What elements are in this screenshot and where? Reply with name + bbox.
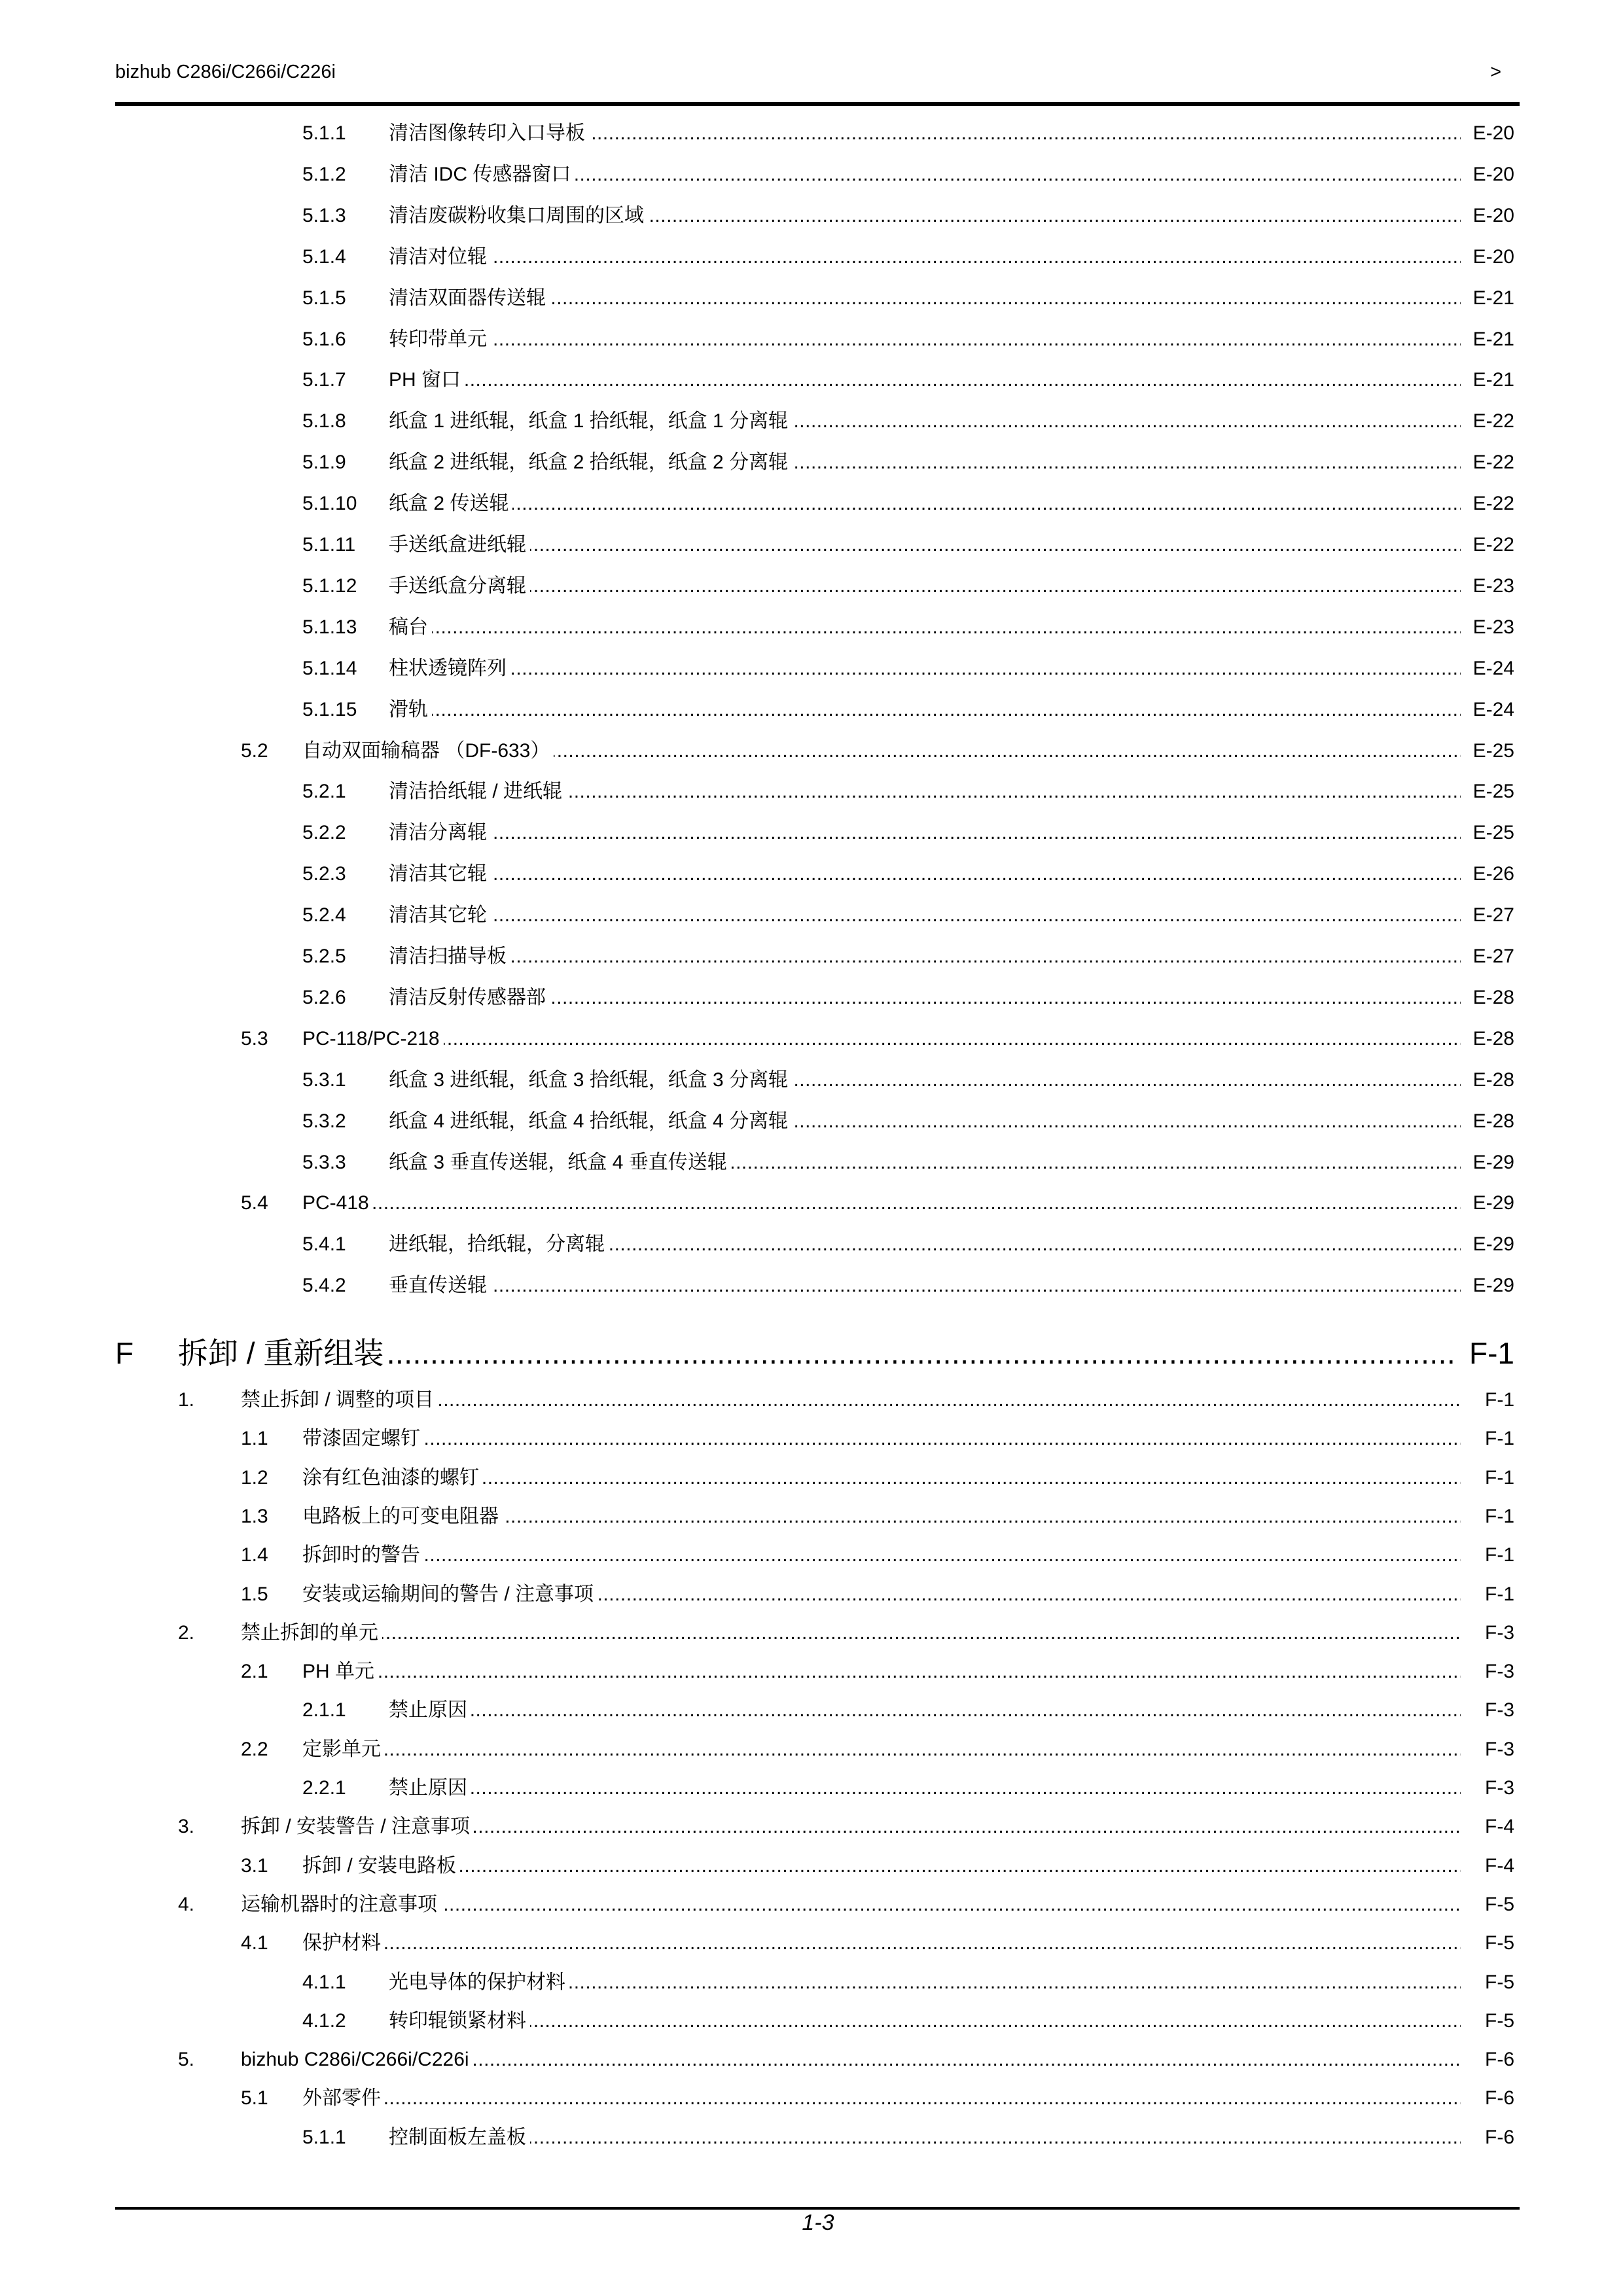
- toc-row[interactable]: [0, 1502, 1623, 1532]
- toc-title-text: 电路板上的可变电阻器: [302, 1506, 503, 1527]
- toc-row[interactable]: [0, 448, 1623, 478]
- toc-title[interactable]: [389, 612, 1461, 643]
- toc-title-text: PC-118/PC-218: [302, 1028, 444, 1050]
- toc-number: 1.3: [241, 1506, 268, 1527]
- toc-number: 4.1: [241, 1932, 268, 1954]
- toc-title[interactable]: [302, 1540, 1461, 1570]
- toc-row[interactable]: [0, 118, 1623, 149]
- toc-row[interactable]: [0, 1928, 1623, 1958]
- toc-page-ref: F-3: [1461, 1773, 1514, 1803]
- toc-page-ref: F-3: [1461, 1657, 1514, 1687]
- toc-row[interactable]: [0, 1890, 1623, 1920]
- toc-title[interactable]: [389, 2123, 1461, 2153]
- toc-title-text: 外部零件: [302, 2087, 385, 2109]
- toc-row[interactable]: [0, 242, 1623, 272]
- toc-title-text: 手送纸盒分离辊: [389, 575, 530, 597]
- toc-number: 1.4: [241, 1544, 268, 1566]
- toc-title[interactable]: [302, 1580, 1461, 1610]
- toc-number: 5.4: [241, 1192, 268, 1214]
- toc-row[interactable]: [0, 1024, 1623, 1054]
- toc-number: 5.2.2: [302, 822, 346, 843]
- toc-number: 5.1.11: [302, 534, 356, 556]
- toc-page-ref: F-6: [1461, 2123, 1514, 2153]
- toc-title-text: 手送纸盒进纸辊: [389, 534, 530, 556]
- toc-page-ref: F-5: [1461, 1928, 1514, 1958]
- toc-row[interactable]: [0, 1618, 1623, 1648]
- toc-page-ref: F-3: [1461, 1695, 1514, 1725]
- toc-page-ref: F-3: [1461, 1735, 1514, 1765]
- toc-title[interactable]: [302, 1424, 1461, 1454]
- toc-number: 5.2: [241, 740, 268, 762]
- toc-page-ref: F-6: [1461, 2045, 1514, 2075]
- toc-title-text: 进纸辊，拾纸辊，分离辊: [389, 1233, 609, 1255]
- toc-page-ref: F-1: [1461, 1502, 1514, 1532]
- toc-row[interactable]: [0, 571, 1623, 601]
- toc-number: 4.: [178, 1894, 195, 1915]
- toc-row[interactable]: [0, 695, 1623, 725]
- toc-title-text: 保护材料: [302, 1932, 385, 1954]
- toc-row[interactable]: [0, 1773, 1623, 1803]
- toc-title-text: 定影单元: [302, 1739, 385, 1760]
- toc-page-ref: F-3: [1461, 1618, 1514, 1648]
- toc-number: 1.: [178, 1389, 195, 1411]
- toc-title-text: 拆卸 / 重新组装: [178, 1336, 387, 1370]
- toc-number: 3.1: [241, 1855, 268, 1877]
- toc-page-ref: E-22: [1461, 530, 1514, 560]
- toc-title-text: 纸盒 1 进纸辊，纸盒 1 拾纸辊，纸盒 1 分离辊: [389, 410, 792, 432]
- toc-title-text: 清洁废碳粉收集口周围的区域: [389, 205, 648, 226]
- toc-number: 5.2.6: [302, 987, 346, 1008]
- toc-page-ref: E-24: [1461, 654, 1514, 684]
- toc-title[interactable]: [389, 818, 1461, 848]
- toc-row[interactable]: [0, 2045, 1623, 2075]
- toc-page-ref: E-28: [1461, 983, 1514, 1013]
- toc-row[interactable]: [0, 1657, 1623, 1687]
- toc-title-text: PH 单元: [302, 1661, 378, 1682]
- toc-title[interactable]: [241, 1812, 1461, 1842]
- toc-number: 1.1: [241, 1428, 268, 1449]
- toc-title-text: 安装或运输期间的警告 / 注意事项: [302, 1583, 597, 1605]
- toc-row[interactable]: [0, 406, 1623, 436]
- toc-row[interactable]: [0, 2006, 1623, 2036]
- toc-title[interactable]: [302, 736, 1461, 766]
- toc-title[interactable]: [389, 571, 1461, 601]
- toc-row[interactable]: [0, 2123, 1623, 2153]
- toc-page-ref: E-27: [1461, 900, 1514, 930]
- toc-page-ref: F-1: [1461, 1385, 1514, 1415]
- toc-title-text: PH 窗口: [389, 369, 465, 391]
- toc-page-ref: E-23: [1461, 612, 1514, 643]
- toc-chapter-row[interactable]: [0, 1332, 1623, 1374]
- toc-row[interactable]: [0, 654, 1623, 684]
- toc-number: 2.2: [241, 1739, 268, 1760]
- toc-title[interactable]: [241, 1890, 1461, 1920]
- toc-title-text: 禁止原因: [389, 1699, 471, 1721]
- toc-number: 2.2.1: [302, 1777, 346, 1799]
- toc-title-text: 自动双面输稿器 （DF-633）: [302, 740, 554, 762]
- toc-page-ref: E-28: [1461, 1065, 1514, 1095]
- toc-title[interactable]: [302, 1024, 1461, 1054]
- toc-title-text: 涂有红色油漆的螺钉: [302, 1467, 483, 1489]
- toc-number: 5.1.4: [302, 246, 346, 268]
- toc-title-text: 清洁对位辊: [389, 246, 491, 268]
- toc-number: 5.1.7: [302, 369, 346, 391]
- toc-title[interactable]: [389, 325, 1461, 355]
- toc-title[interactable]: [389, 530, 1461, 560]
- toc-number: F: [115, 1336, 134, 1370]
- toc-title-text: 清洁分离辊: [389, 822, 491, 843]
- toc-title[interactable]: [389, 983, 1461, 1013]
- toc-number: 5.1.12: [302, 575, 357, 597]
- toc-row[interactable]: [0, 983, 1623, 1013]
- toc-title-text: 禁止原因: [389, 1777, 471, 1799]
- toc-title[interactable]: [389, 654, 1461, 684]
- toc-title-text: 带漆固定螺钉: [302, 1428, 424, 1449]
- toc-row[interactable]: [0, 1385, 1623, 1415]
- toc-row[interactable]: [0, 1735, 1623, 1765]
- toc-number: 5.1.1: [302, 122, 346, 144]
- toc-title[interactable]: [389, 1968, 1461, 1998]
- toc-title[interactable]: [389, 859, 1461, 889]
- toc-title-text: 运输机器时的注意事项: [241, 1894, 441, 1915]
- toc-number: 2.1.1: [302, 1699, 346, 1721]
- toc-row[interactable]: [0, 1851, 1623, 1881]
- toc-row[interactable]: [0, 1580, 1623, 1610]
- toc-title[interactable]: [302, 1188, 1461, 1218]
- toc-title[interactable]: [302, 1463, 1461, 1493]
- toc-title[interactable]: [241, 1385, 1461, 1415]
- toc-title-text: 清洁扫描导板: [389, 945, 510, 967]
- toc-number: 5.: [178, 2049, 195, 2070]
- toc-number: 5.3.2: [302, 1110, 346, 1132]
- toc-title[interactable]: [389, 1229, 1461, 1260]
- toc-title-text: 滑轨: [389, 699, 432, 720]
- page-number: 1-3: [802, 2210, 834, 2235]
- toc-title-text: 拆卸 / 安装电路板: [302, 1855, 460, 1877]
- toc-title[interactable]: [389, 1773, 1461, 1803]
- toc-number: 4.1.1: [302, 1971, 346, 1993]
- toc-title-text: 纸盒 3 进纸辊，纸盒 3 拾纸辊，纸盒 3 分离辊: [389, 1069, 792, 1091]
- toc-number: 5.1.15: [302, 699, 357, 720]
- toc-title[interactable]: [241, 2045, 1461, 2075]
- toc-title-text: 禁止拆卸的单元: [241, 1622, 382, 1644]
- toc-title-text: 光电导体的保护材料: [389, 1971, 569, 1993]
- toc-row[interactable]: [0, 1229, 1623, 1260]
- toc-number: 5.1.5: [302, 287, 346, 309]
- toc-number: 5.3.3: [302, 1152, 346, 1173]
- toc-number: 3.: [178, 1816, 195, 1837]
- toc-title[interactable]: [389, 242, 1461, 272]
- toc-row[interactable]: [0, 1540, 1623, 1570]
- toc-title[interactable]: [389, 283, 1461, 313]
- toc-title-text: 转印辊锁紧材料: [389, 2010, 530, 2032]
- toc-title-text: 稿台: [389, 616, 432, 638]
- toc-title-text: 清洁图像转印入口导板: [389, 122, 589, 144]
- toc-number: 5.3.1: [302, 1069, 346, 1091]
- toc-number: 5.2.3: [302, 863, 346, 885]
- toc-page-ref: E-27: [1461, 942, 1514, 972]
- toc-title[interactable]: [302, 1502, 1461, 1532]
- toc-page-ref: E-28: [1461, 1106, 1514, 1137]
- toc-title[interactable]: [389, 448, 1461, 478]
- toc-title[interactable]: [389, 1065, 1461, 1095]
- toc-row[interactable]: [0, 1106, 1623, 1137]
- toc-page-ref: F-4: [1461, 1812, 1514, 1842]
- toc-number: 2.: [178, 1622, 195, 1644]
- toc-page-ref: F-1: [1461, 1540, 1514, 1570]
- toc-title[interactable]: [302, 1928, 1461, 1958]
- toc-number: 5.3: [241, 1028, 268, 1050]
- toc-row[interactable]: [0, 1188, 1623, 1218]
- toc-title[interactable]: [389, 1695, 1461, 1725]
- toc-title-text: 控制面板左盖板: [389, 2127, 530, 2148]
- toc-title[interactable]: [302, 2083, 1461, 2113]
- toc-row[interactable]: [0, 283, 1623, 313]
- toc-title-text: 清洁双面器传送辊: [389, 287, 550, 309]
- toc-title-text: 清洁反射传感器部: [389, 987, 550, 1008]
- toc-title-text: 拆卸时的警告: [302, 1544, 424, 1566]
- toc-number: 5.1.14: [302, 658, 357, 679]
- toc-title[interactable]: [389, 365, 1461, 395]
- toc-page-ref: F-5: [1461, 1890, 1514, 1920]
- toc-page-ref: E-24: [1461, 695, 1514, 725]
- toc-page-ref: E-29: [1461, 1188, 1514, 1218]
- toc-title-text: 禁止拆卸 / 调整的项目: [241, 1389, 438, 1411]
- toc-page-ref: E-21: [1461, 365, 1514, 395]
- toc-title-text: 垂直传送辊: [389, 1275, 491, 1296]
- toc-row[interactable]: [0, 900, 1623, 930]
- toc-title[interactable]: [302, 1657, 1461, 1687]
- toc-row[interactable]: [0, 942, 1623, 972]
- next-page-link[interactable]: >: [1490, 62, 1501, 82]
- toc-page-ref: E-20: [1461, 242, 1514, 272]
- toc-title-text: 清洁拾纸辊 / 进纸辊: [389, 781, 566, 802]
- toc-page-ref: E-28: [1461, 1024, 1514, 1054]
- toc-title[interactable]: [241, 1618, 1461, 1648]
- toc-page-ref: E-25: [1461, 736, 1514, 766]
- toc-row[interactable]: [0, 325, 1623, 355]
- toc-title-text: 清洁其它辊: [389, 863, 491, 885]
- toc-number: 5.1.10: [302, 493, 357, 514]
- toc-title[interactable]: [389, 406, 1461, 436]
- toc-number: 5.1.6: [302, 328, 346, 350]
- toc-title[interactable]: [389, 489, 1461, 519]
- toc-title[interactable]: [389, 900, 1461, 930]
- toc-title-text: 纸盒 2 进纸辊，纸盒 2 拾纸辊，纸盒 2 分离辊: [389, 451, 792, 473]
- toc-row[interactable]: [0, 1424, 1623, 1454]
- toc-page-ref: E-21: [1461, 283, 1514, 313]
- toc-page-ref: F-4: [1461, 1851, 1514, 1881]
- toc-title-text: 转印带单元: [389, 328, 491, 350]
- toc-page-ref: E-20: [1461, 118, 1514, 149]
- toc-title[interactable]: [389, 160, 1461, 190]
- toc-page-ref: E-29: [1461, 1148, 1514, 1178]
- toc-title[interactable]: [302, 1735, 1461, 1765]
- toc-number: 4.1.2: [302, 2010, 346, 2032]
- toc-number: 5.1.3: [302, 205, 346, 226]
- toc-row[interactable]: [0, 818, 1623, 848]
- toc-row[interactable]: [0, 1271, 1623, 1301]
- toc-title[interactable]: [389, 1271, 1461, 1301]
- footer-rule: [115, 2207, 1520, 2210]
- toc-title-text: 纸盒 2 传送辊: [389, 493, 512, 514]
- toc-number: 5.1.1: [302, 2127, 346, 2148]
- toc-page-ref: E-22: [1461, 448, 1514, 478]
- toc-number: 5.1: [241, 2087, 268, 2109]
- toc-row[interactable]: [0, 160, 1623, 190]
- toc-page-ref: F-1: [1454, 1332, 1514, 1374]
- toc-title[interactable]: [389, 777, 1461, 807]
- toc-page-ref: F-6: [1461, 2083, 1514, 2113]
- toc-page-ref: E-21: [1461, 325, 1514, 355]
- toc-page-ref: F-5: [1461, 2006, 1514, 2036]
- toc-title-text: 拆卸 / 安装警告 / 注意事项: [241, 1816, 474, 1837]
- toc-title-text: 纸盒 4 进纸辊，纸盒 4 拾纸辊，纸盒 4 分离辊: [389, 1110, 792, 1132]
- toc-title[interactable]: [389, 201, 1461, 231]
- toc-page-ref: E-29: [1461, 1271, 1514, 1301]
- toc-row[interactable]: [0, 1695, 1623, 1725]
- toc-row[interactable]: [0, 530, 1623, 560]
- toc-row[interactable]: [0, 365, 1623, 395]
- toc-number: 1.5: [241, 1583, 268, 1605]
- toc-title[interactable]: [389, 1106, 1461, 1137]
- toc-row[interactable]: [0, 612, 1623, 643]
- toc-number: 5.1.2: [302, 164, 346, 185]
- toc-number: 5.1.8: [302, 410, 346, 432]
- toc-title-text: 清洁 IDC 传感器窗口: [389, 164, 575, 185]
- toc-title[interactable]: [302, 1851, 1461, 1881]
- toc-row[interactable]: [0, 1065, 1623, 1095]
- toc-number: 5.1.9: [302, 451, 346, 473]
- toc-page-ref: E-23: [1461, 571, 1514, 601]
- toc-number: 2.1: [241, 1661, 268, 1682]
- toc-title-text: 清洁其它轮: [389, 904, 491, 926]
- toc-title-text: bizhub C286i/C266i/C226i: [241, 2049, 473, 2070]
- toc-row[interactable]: [0, 201, 1623, 231]
- toc-page-ref: E-20: [1461, 160, 1514, 190]
- toc-number: 5.1.13: [302, 616, 357, 638]
- toc-page-ref: F-5: [1461, 1968, 1514, 1998]
- toc-title[interactable]: [389, 942, 1461, 972]
- toc-number: 5.2.4: [302, 904, 346, 926]
- toc-page-ref: E-29: [1461, 1229, 1514, 1260]
- toc-row[interactable]: [0, 1463, 1623, 1493]
- toc-title[interactable]: [178, 1332, 1454, 1374]
- toc-number: 5.2.5: [302, 945, 346, 967]
- toc-title-text: 纸盒 3 垂直传送辊，纸盒 4 垂直传送辊: [389, 1152, 731, 1173]
- toc-number: 5.2.1: [302, 781, 346, 802]
- toc-number: 5.4.1: [302, 1233, 346, 1255]
- toc-title[interactable]: [389, 118, 1461, 149]
- toc-title-text: 柱状透镜阵列: [389, 658, 510, 679]
- toc-page-ref: E-25: [1461, 777, 1514, 807]
- toc-title-text: PC-418: [302, 1192, 373, 1214]
- toc-number: 1.2: [241, 1467, 268, 1489]
- toc-row[interactable]: [0, 489, 1623, 519]
- document-title: bizhub C286i/C266i/C226i: [115, 62, 336, 82]
- toc-row[interactable]: [0, 1968, 1623, 1998]
- toc-row[interactable]: [0, 777, 1623, 807]
- toc-page-ref: F-1: [1461, 1580, 1514, 1610]
- toc-title[interactable]: [389, 1148, 1461, 1178]
- toc-page-ref: F-1: [1461, 1424, 1514, 1454]
- toc-row[interactable]: [0, 736, 1623, 766]
- toc-row[interactable]: [0, 1148, 1623, 1178]
- toc-row[interactable]: [0, 1812, 1623, 1842]
- toc-page-ref: E-22: [1461, 406, 1514, 436]
- toc-title[interactable]: [389, 695, 1461, 725]
- toc-row[interactable]: [0, 859, 1623, 889]
- toc-page-ref: E-26: [1461, 859, 1514, 889]
- toc-number: 5.4.2: [302, 1275, 346, 1296]
- toc-page-ref: E-25: [1461, 818, 1514, 848]
- toc-page-ref: E-22: [1461, 489, 1514, 519]
- toc-row[interactable]: [0, 2083, 1623, 2113]
- toc-title[interactable]: [389, 2006, 1461, 2036]
- toc-page-ref: E-20: [1461, 201, 1514, 231]
- toc-page-ref: F-1: [1461, 1463, 1514, 1493]
